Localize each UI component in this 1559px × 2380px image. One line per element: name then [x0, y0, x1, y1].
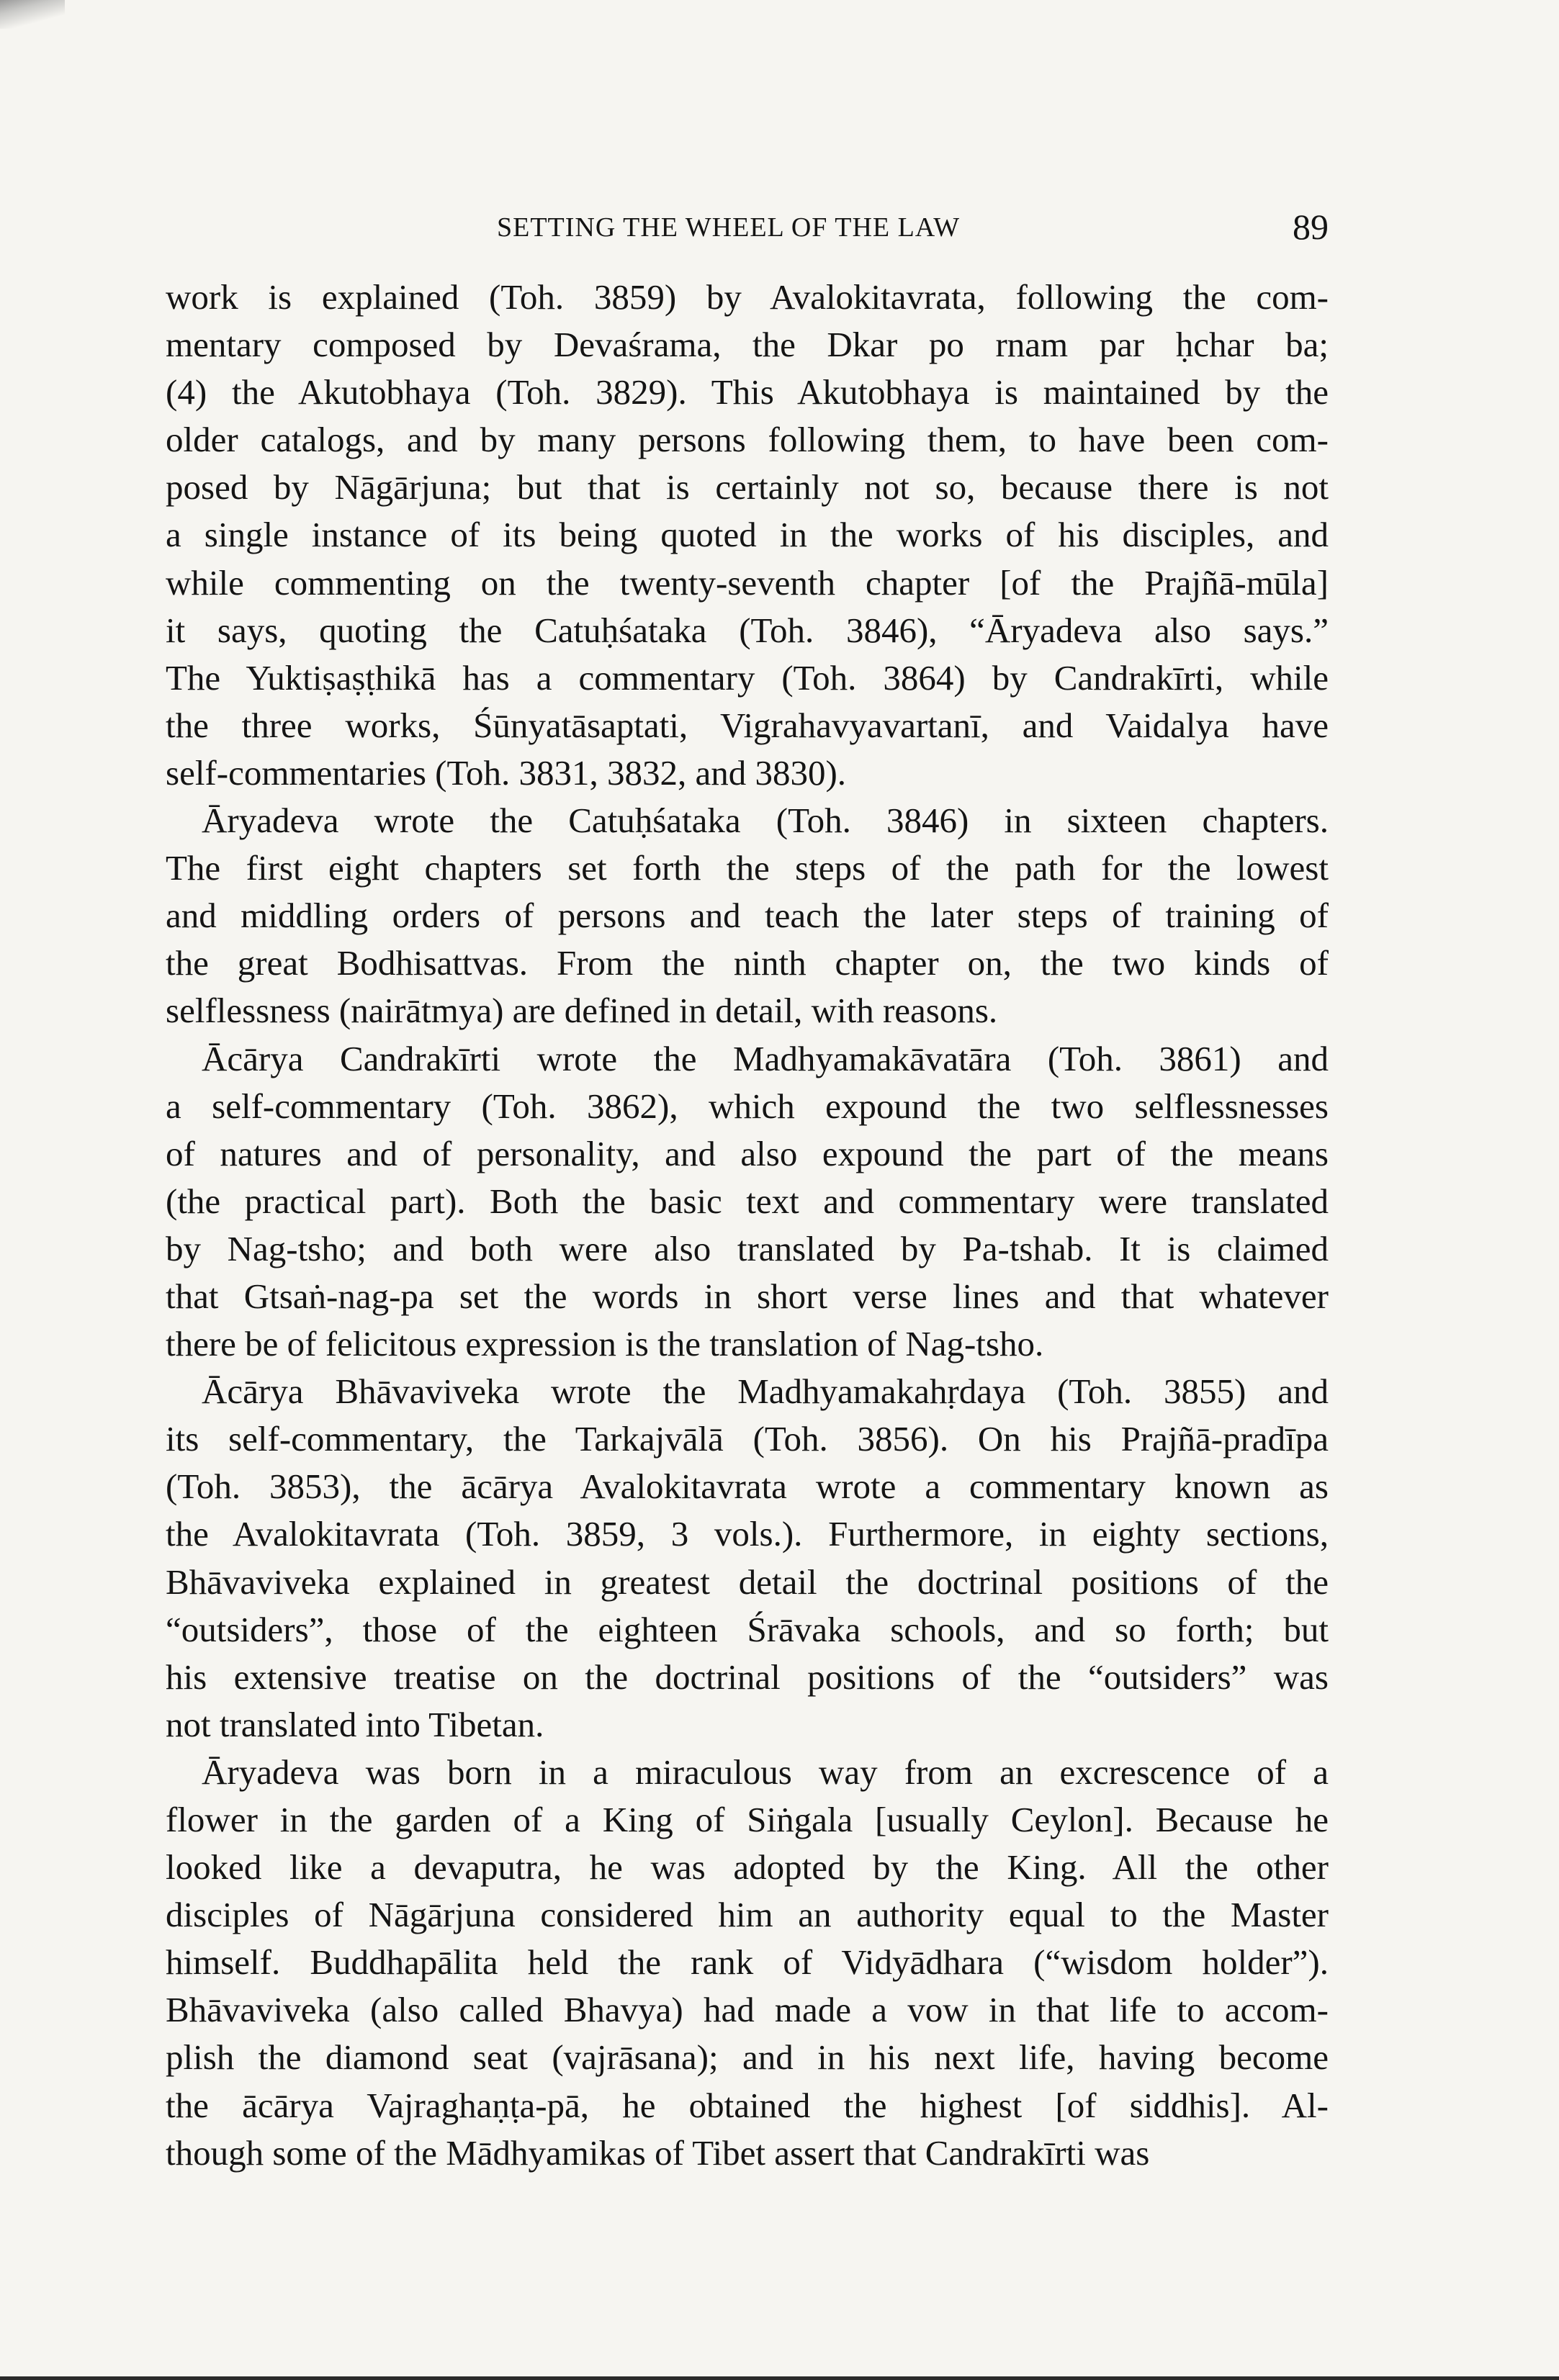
scan-bottom-edge	[0, 2376, 1559, 2380]
text-line: work is explained (Toh. 3859) by Avalokitavrata, following the com-	[166, 277, 1329, 317]
text-line: that Gtsaṅ-nag-pa set the words in short verse lines and that whatever	[166, 1276, 1329, 1316]
text-line: himself. Buddhapālita held the rank of Vidyādhara (“wisdom holder”).	[166, 1942, 1329, 1983]
text-line: its self-commentary, the Tarkajvālā (Toh. 3856). On his Prajñā-pradīpa	[166, 1419, 1329, 1459]
text-line: a single instance of its being quoted in the works of his disciples, and	[166, 515, 1329, 555]
text-line: plish the diamond seat (vajrāsana); and in his next life, having become	[166, 2037, 1329, 2078]
paragraph-start-line: Āryadeva was born in a miraculous way from an excrescence of a	[202, 1752, 1329, 1792]
text-line: (the practical part). Both the basic text and commentary were translated	[166, 1181, 1329, 1221]
text-line: “outsiders”, those of the eighteen Śrāvaka schools, and so forth; but	[166, 1609, 1329, 1649]
text-line: posed by Nāgārjuna; but that is certainly not so, because there is not	[166, 467, 1329, 508]
text-line: by Nag-tsho; and both were also translated by Pa-tshab. It is claimed	[166, 1228, 1329, 1268]
text-line: (4) the Akutobhaya (Toh. 3829). This Akutobhaya is maintained by the	[166, 372, 1329, 413]
text-line: (Toh. 3853), the ācārya Avalokitavrata wrote a commentary known as	[166, 1466, 1329, 1507]
text-line: looked like a devaputra, he was adopted by the King. All the other	[166, 1847, 1329, 1888]
text-line: flower in the garden of a King of Siṅgala [usually Ceylon]. Because he	[166, 1800, 1329, 1839]
running-head: SETTING THE WHEEL OF THE LAW	[497, 212, 961, 243]
scan-edge-shadow	[0, 0, 65, 29]
text-line: older catalogs, and by many persons following them, to have been com-	[166, 420, 1329, 460]
text-line: and middling orders of persons and teach the later steps of training of	[166, 896, 1329, 936]
text-line: the ācārya Vajraghaṇṭa-pā, he obtained the highest [of siddhis]. Al-	[166, 2085, 1329, 2125]
paragraph-start-line: Ācārya Candrakīrti wrote the Madhyamakāvatāra (Toh. 3861) and	[202, 1038, 1329, 1078]
page-header	[166, 206, 1329, 249]
paragraph-start-line: Ācārya Bhāvaviveka wrote the Madhyamakahṛdaya (Toh. 3855) and	[202, 1371, 1329, 1412]
text-line: it says, quoting the Catuḥśataka (Toh. 3846), “Āryadeva also says.”	[166, 610, 1329, 650]
text-line: while commenting on the twenty-seventh chapter [of the Prajñā-mūla]	[166, 562, 1329, 603]
text-line: the three works, Śūnyatāsaptati, Vigrahavyavartanī, and Vaidalya have	[166, 705, 1329, 745]
text-line: Bhāvaviveka (also called Bhavya) had made a vow in that life to accom-	[166, 1990, 1329, 2030]
text-line: disciples of Nāgārjuna considered him an authority equal to the Master	[166, 1895, 1329, 1935]
text-line: The Yuktiṣaṣṭhikā has a commentary (Toh. 3864) by Candrakīrti, while	[166, 657, 1329, 698]
body-text	[166, 274, 1329, 2177]
text-line: though some of the Mādhyamikas of Tibet assert that Candrakīrti was	[166, 2132, 1150, 2173]
paragraph-start-line: Āryadeva wrote the Catuḥśataka (Toh. 3846) in sixteen chapters.	[202, 801, 1329, 841]
text-line: the Avalokitavrata (Toh. 3859, 3 vols.). Furthermore, in eighty sections,	[166, 1514, 1329, 1554]
text-line: his extensive treatise on the doctrinal positions of the “outsiders” was	[166, 1656, 1329, 1697]
text-line: the great Bodhisattvas. From the ninth chapter on, the two kinds of	[166, 943, 1329, 983]
text-line: self-commentaries (Toh. 3831, 3832, and 3830).	[166, 752, 847, 793]
text-line: there be of felicitous expression is the translation of Nag-tsho.	[166, 1324, 1044, 1364]
text-line: mentary composed by Devaśrama, the Dkar po rnam par ḥchar ba;	[166, 325, 1329, 365]
page-number: 89	[1293, 207, 1329, 247]
text-line: Bhāvaviveka explained in greatest detail the doctrinal positions of the	[166, 1561, 1329, 1602]
text-line: selflessness (nairātmya) are defined in detail, with reasons.	[166, 991, 998, 1031]
text-line: a self-commentary (Toh. 3862), which expound the two selflessnesses	[166, 1086, 1329, 1126]
text-line: of natures and of personality, and also expound the part of the means	[166, 1133, 1329, 1173]
text-line: The first eight chapters set forth the steps of the path for the lowest	[166, 848, 1329, 888]
text-line: not translated into Tibetan.	[166, 1704, 544, 1744]
